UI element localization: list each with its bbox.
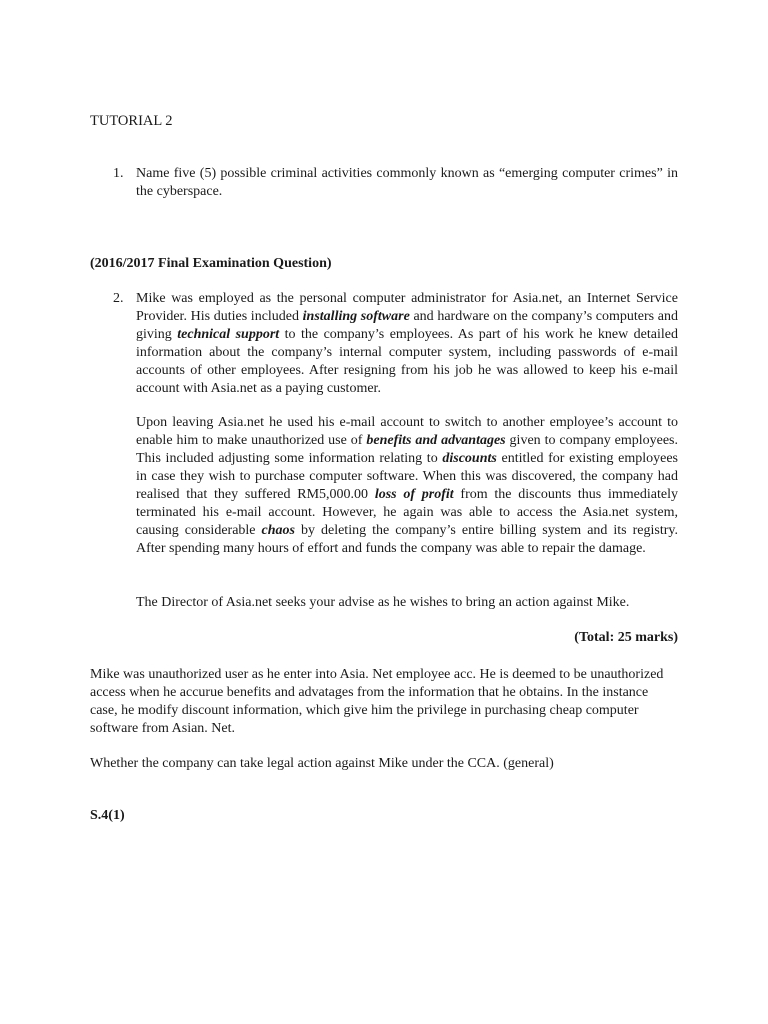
page-title: TUTORIAL 2 [90, 113, 173, 129]
q2-p2-text-a: Upon leaving Asia.net he used his e-mail account to switch to another employee’s account to enable him to make unauthorized use of [136, 415, 678, 448]
question-2-paragraph-1 [136, 290, 678, 398]
question-2-paragraph-3: The Director of Asia.net seeks your advise as he wishes to bring an action against Mike. [136, 595, 630, 610]
question-2-paragraph-2 [136, 414, 678, 558]
q2-p2-emphasis-chaos: chaos [261, 523, 295, 538]
q2-p2-text-i: by deleting the company’s entire billing system and its registry. After spending many hours of effort and funds the company was able to repair the damage. [136, 523, 678, 556]
section-reference: S.4(1) [90, 808, 125, 823]
q2-p2-text-g: from the discounts thus immediately terminated his e-mail account. However, he again was able to access the Asia.net system, causing considerable [136, 487, 678, 538]
q2-p1-text-c: and hardware on the company’s computers and giving [136, 309, 678, 342]
q2-p1-text-e: to the company’s employees. As part of his work he knew detailed information about the company’s internal computer system, including passwords of e-mail accounts of other employees. After resigning from his job he was allowed to keep his e-mail account with Asia.net as a paying customer. [136, 327, 678, 396]
q2-p1-emphasis-technical-support: technical support [177, 327, 280, 342]
q2-p1-text-a: Mike was employed as the personal computer administrator for Asia.net, an Internet Service Provider. His duties included [136, 291, 678, 324]
q2-p1-emphasis-installing-software: installing software [302, 309, 410, 324]
answer-paragraph-2: Whether the company can take legal action against Mike under the CCA. (general) [90, 756, 554, 771]
q2-p2-text-c: given to company employees. This included adjusting some information relating to [136, 433, 678, 466]
exam-heading: (2016/2017 Final Examination Question) [90, 256, 332, 271]
q2-p2-emphasis-loss-of-profit: loss of profit [374, 487, 454, 502]
question-1-text: Name five (5) possible criminal activities commonly known as “emerging computer crimes” in the cyberspace. [136, 166, 678, 199]
question-2-number: 2. [113, 291, 124, 306]
q2-p2-emphasis-benefits: benefits and advantages [366, 433, 506, 448]
total-marks: (Total: 25 marks) [574, 630, 678, 645]
answer-paragraph-1: Mike was unauthorized user as he enter into Asia. Net employee acc. He is deemed to be unauthorized access when he accurue benefits and advatages from the information that he obtains. In the instance case, he modify discount information, which give him the privilege in purchasing cheap computer software from Asian. Net. [90, 667, 664, 736]
q2-p2-text-e: entitled for existing employees in case they wish to purchase computer software. When this was discovered, the company had realised that they suffered RM5,000.00 [136, 451, 678, 502]
q2-p2-emphasis-discounts: discounts [442, 451, 497, 466]
question-1-number: 1. [113, 166, 124, 181]
